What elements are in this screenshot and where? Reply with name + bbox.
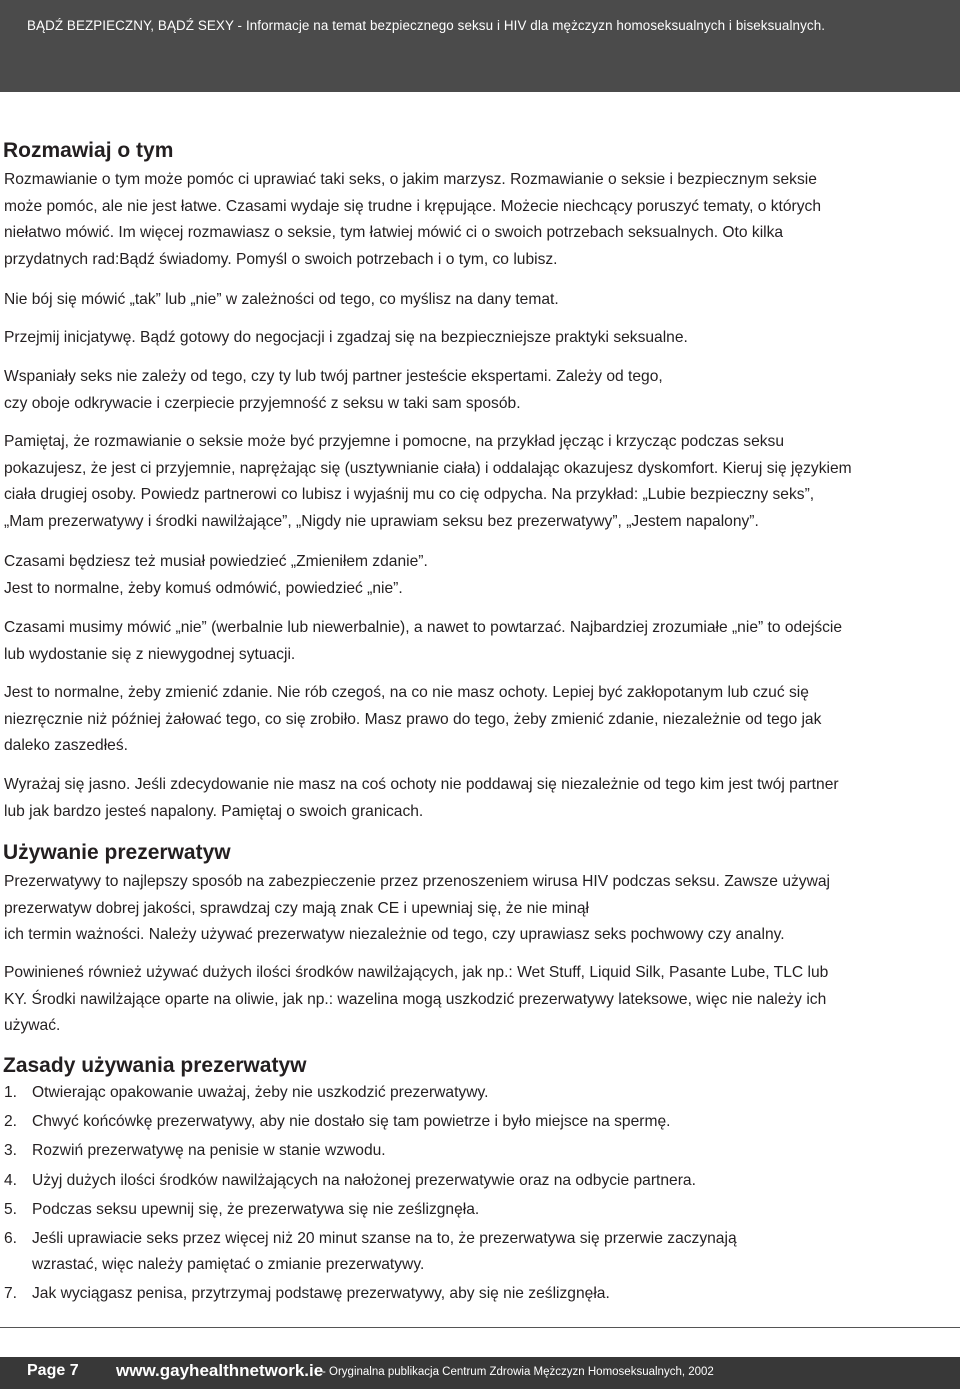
- text-line: KY. Środki nawilżające oparte na oliwie, jak np.: wazelina mogą uszkodzić prezerwatywy lateksowe, więc nie należy ich: [4, 990, 827, 1008]
- section-title-talk: Rozmawiaj o tym: [3, 139, 174, 162]
- text-line: Nie bój się mówić „tak” lub „nie” w zależności od tego, co myślisz na dany temat.: [4, 291, 559, 308]
- condom-rules-list: [4, 1080, 934, 1310]
- text-line: Czasami musimy mówić „nie” (werbalnie lub niewerbalnie), a nawet to powtarzać. Najbardziej zrozumiałe „nie” to odejście: [4, 619, 843, 636]
- list-item-text: Otwierając opakowanie uważaj, żeby nie uszkodzić prezerwatywy.: [32, 1084, 489, 1101]
- list-item: [4, 1080, 934, 1106]
- list-item-number: 2.: [4, 1113, 18, 1131]
- list-item-text: Jak wyciągasz penisa, przytrzymaj podstawę prezerwatywy, aby się nie ześlizgnęła.: [32, 1285, 610, 1303]
- text-line: ich termin ważności. Należy używać prezerwatyw niezależnie od tego, czy uprawiasz seks pochwowy czy analny.: [4, 926, 785, 944]
- text-line: Przejmij inicjatywę. Bądź gotowy do negocjacji i zgadzaj się na bezpieczniejsze praktyki seksualne.: [4, 329, 688, 346]
- list-item-number: 3.: [4, 1142, 18, 1160]
- list-item-number: 5.: [4, 1200, 18, 1218]
- text-line: lub jak bardzo jesteś napalony. Pamiętaj o swoich granicach.: [4, 802, 424, 820]
- text-line: prezerwatyw dobrej jakości, sprawdzaj czy mają znak CE i upewniaj się, że nie minął: [4, 899, 590, 917]
- text-line: „Mam prezerwatywy i środki nawilżające”, „Nigdy nie uprawiam seksu bez prezerwatywy”, „Jestem napalony”.: [4, 512, 759, 530]
- list-item-number: 6.: [4, 1229, 18, 1247]
- text-line: niełatwo mówić. Im więcej rozmawiasz o seksie, tym łatwiej mówić ci o swoich potrzebach seksualnych. Oto kilka: [4, 224, 784, 242]
- page-header: [0, 0, 960, 92]
- header-title: BĄDŹ BEZPIECZNY, BĄDŹ SEXY - Informacje na temat bezpiecznego seksu i HIV dla mężczyzn homoseksualnych i biseksualnych.: [27, 18, 826, 33]
- text-line: przydatnych rad:Bądź świadomy. Pomyśl o swoich potrzebach i o tym, co lubisz.: [4, 250, 558, 268]
- text-line: Prezerwatywy to najlepszy sposób na zabezpieczenie przez przenoszeniem wirusa HIV podczas seksu. Zawsze używaj: [4, 873, 830, 890]
- text-line: Jest to normalne, żeby komuś odmówić, powiedzieć „nie”.: [4, 579, 403, 597]
- publication-note: - Oryginalna publikacja Centrum Zdrowia Mężczyzn Homoseksualnych, 2002: [322, 1366, 714, 1378]
- list-item: [4, 1197, 934, 1223]
- section-title-condoms: Używanie prezerwatyw: [3, 841, 231, 864]
- paragraph: [4, 167, 944, 273]
- list-item: [4, 1226, 934, 1278]
- text-line: pokazujesz, że jest ci przyjemnie, naprężając się (usztywnianie ciała) i oddalając okazujesz dyskomfort. Kieruj się językiem: [4, 459, 852, 477]
- text-line: Czasami będziesz też musiał powiedzieć „Zmieniłem zdanie”.: [4, 553, 428, 570]
- page-footer: [0, 1357, 960, 1389]
- list-item-text: Podczas seksu upewnij się, że prezerwatywa się nie ześlizgnęła.: [32, 1200, 480, 1218]
- paragraph: [4, 549, 944, 602]
- text-line: czy oboje odkrywacie i czerpiecie przyjemność z seksu w taki sam sposób.: [4, 394, 521, 412]
- text-line: Wyrażaj się jasno. Jeśli zdecydowanie nie masz na coś ochoty nie poddawaj się niezależnie od tego kim jest twój partner: [4, 776, 839, 793]
- paragraph: [4, 869, 944, 949]
- text-line: Pamiętaj, że rozmawianie o seksie może być przyjemne i pomocne, na przykład jęcząc i krzycząc podczas seksu: [4, 433, 785, 450]
- text-line: może pomóc, ale nie jest łatwe. Czasami wydaje się trudne i krępujące. Możecie niechcący poruszyć tematy, o których: [4, 197, 822, 215]
- paragraph: [4, 680, 944, 760]
- text-line: lub wydostanie się z niewygodnej sytuacji.: [4, 645, 296, 663]
- list-item-text: wzrastać, więc należy pamiętać o zmianie prezerwatywy.: [32, 1255, 425, 1273]
- paragraph: [4, 287, 944, 314]
- text-line: Powinieneś również używać dużych ilości środków nawilżających, jak np.: Wet Stuff, Liquid Silk, Pasante Lube, TLC lub: [4, 964, 829, 981]
- list-item: [4, 1281, 934, 1307]
- footer-divider: [0, 1327, 960, 1328]
- text-line: niezręcznie niż później żałować tego, co się zrobiło. Masz prawo do tego, żeby zmienić zdanie, niezależnie od tego jak: [4, 710, 822, 728]
- list-item-number: 7.: [4, 1285, 18, 1303]
- list-item: [4, 1138, 934, 1164]
- list-item-text: Chwyć końcówkę prezerwatywy, aby nie dostało się tam powietrze i było miejsce na spermę.: [32, 1113, 671, 1131]
- text-line: używać.: [4, 1017, 61, 1035]
- text-line: Jest to normalne, żeby zmienić zdanie. Nie rób czegoś, na co nie masz ochoty. Lepiej być zakłopotanym lub czuć się: [4, 684, 809, 701]
- text-line: ciała drugiej osoby. Powiedz partnerowi co lubisz i wyjaśnij mu co cię odpycha. Na przykład: „Lubie bezpieczny seks”,: [4, 486, 815, 504]
- paragraph: [4, 364, 944, 417]
- list-item-number: 1.: [4, 1084, 18, 1101]
- website-link[interactable]: www.gayhealthnetwork.ie: [116, 1361, 324, 1380]
- text-line: Rozmawianie o tym może pomóc ci uprawiać taki seks, o jakim marzysz. Rozmawianie o seksie i bezpiecznym seksie: [4, 171, 817, 188]
- list-item: [4, 1168, 934, 1194]
- paragraph: [4, 772, 944, 825]
- page-number: Page 7: [27, 1362, 79, 1379]
- paragraph: [4, 429, 944, 535]
- list-item-text: Użyj dużych ilości środków nawilżających na nałożonej prezerwatywie oraz na odbycie partnera.: [32, 1171, 696, 1189]
- list-item-number: 4.: [4, 1171, 18, 1189]
- text-line: Wspaniały seks nie zależy od tego, czy ty lub twój partner jesteście ekspertami. Zależy od tego,: [4, 368, 663, 385]
- list-item: [4, 1109, 934, 1135]
- paragraph: [4, 325, 944, 352]
- section-title-rules: Zasady używania prezerwatyw: [3, 1054, 307, 1077]
- list-item-text: Jeśli uprawiacie seks przez więcej niż 20 minut szanse na to, że prezerwatywa się przerwie zaczynają: [32, 1229, 737, 1247]
- paragraph: [4, 615, 944, 668]
- text-line: daleko zaszedłeś.: [4, 737, 128, 755]
- list-item-text: Rozwiń prezerwatywę na penisie w stanie wzwodu.: [32, 1142, 386, 1160]
- paragraph: [4, 960, 944, 1040]
